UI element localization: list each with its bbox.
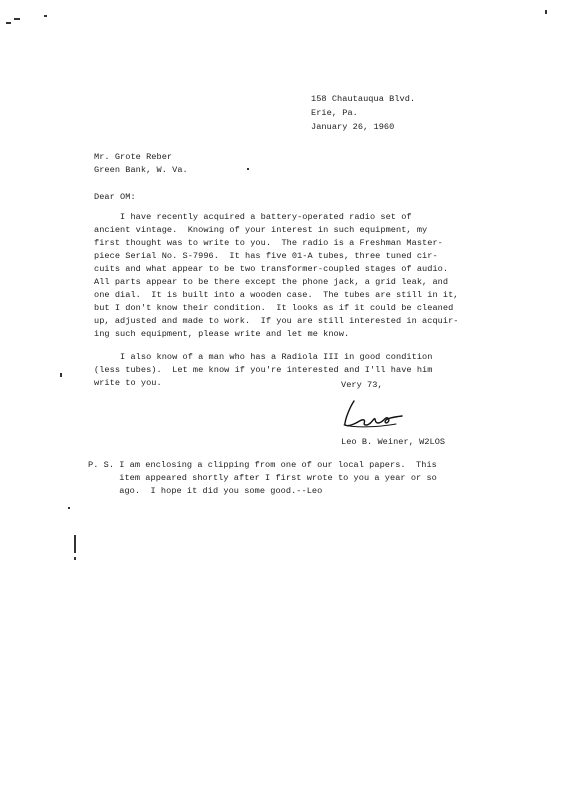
body-line: one dial. It is built into a wooden case. The tubes are still in it, [94, 290, 459, 300]
margin-tick-left [60, 373, 62, 377]
signature-typed-name: Leo B. Weiner, W2LOS [341, 437, 446, 447]
sender-street: 158 Chautauqua Blvd. [311, 94, 416, 104]
margin-mark-top [44, 15, 47, 17]
body-line: up, adjusted and made to work. If you are still interested in acquir- [94, 316, 459, 326]
body-line: but I don't know their condition. It looks as if it could be cleaned [94, 303, 454, 313]
body-line: I have recently acquired a battery-operated radio set of [94, 212, 412, 222]
recipient-name: Mr. Grote Reber [94, 152, 173, 162]
body-line: ancient vintage. Knowing of your interest in such equipment, my [94, 225, 428, 235]
postscript-line: ago. I hope it did you some good.--Leo [88, 486, 323, 496]
margin-mark-right [545, 10, 547, 14]
body-line: (less tubes). Let me know if you're interested and I'll have him [94, 365, 433, 375]
margin-mark-left [68, 507, 70, 509]
postscript-line: item appeared shortly after I first wrote to you a year or so [88, 473, 437, 483]
handwritten-signature [340, 393, 410, 433]
margin-mark-top [14, 18, 20, 20]
body-line: write to you. [94, 378, 162, 388]
closing: Very 73, [341, 380, 383, 390]
margin-mark-left [74, 557, 76, 560]
body-line: I also know of a man who has a Radiola III in good condition [94, 352, 433, 362]
letter-date: January 26, 1960 [311, 122, 395, 132]
stray-dot [247, 168, 249, 170]
body-line: ing such equipment, please write and let me know. [94, 329, 350, 339]
margin-mark-top [6, 22, 11, 24]
body-line: first thought was to write to you. The radio is a Freshman Master- [94, 238, 443, 248]
margin-mark-left [74, 535, 76, 553]
body-line: cuits and what appear to be two transformer-coupled stages of audio. [94, 264, 449, 274]
recipient-location: Green Bank, W. Va. [94, 165, 188, 175]
body-line: piece Serial No. S-7996. It has five 01-A tubes, three tuned cir- [94, 251, 438, 261]
postscript-line: P. S. I am enclosing a clipping from one of our local papers. This [88, 460, 437, 470]
body-line: All parts appear to be there except the phone jack, a grid leak, and [94, 277, 449, 287]
sender-city: Erie, Pa. [311, 108, 358, 118]
salutation: Dear OM: [94, 192, 136, 202]
